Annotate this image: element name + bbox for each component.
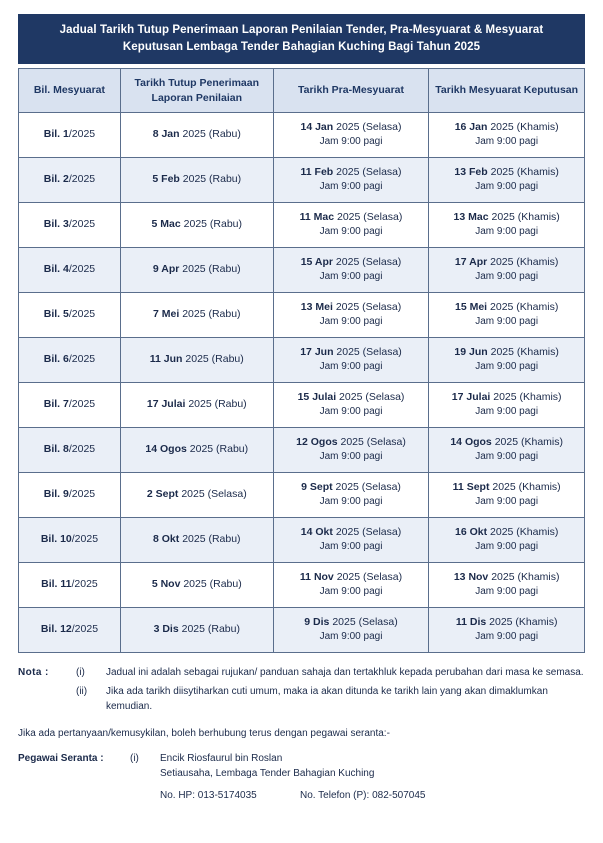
cell-bil: Bil. 6/2025 [19, 337, 121, 382]
document-title-bar [18, 14, 585, 64]
cell-mesyuarat-keputusan: 17 Apr 2025 (Khamis) Jam 9:00 pagi [429, 247, 585, 292]
cell-laporan-penilaian: 5 Mac 2025 (Rabu) [120, 202, 273, 247]
table-head [19, 69, 585, 112]
cell-bil: Bil. 12/2025 [19, 607, 121, 652]
note-number: (ii) [76, 685, 88, 697]
cell-bil: Bil. 3/2025 [19, 202, 121, 247]
notes-label: Nota : [18, 666, 49, 678]
schedule-table [18, 68, 585, 652]
cell-mesyuarat-keputusan: 13 Nov 2025 (Khamis) Jam 9:00 pagi [429, 562, 585, 607]
cell-pra-mesyuarat: 11 Feb 2025 (Selasa) Jam 9:00 pagi [273, 157, 429, 202]
column-header-laporan: Tarikh Tutup Penerimaan Laporan Penilaian [120, 69, 273, 112]
cell-bil: Bil. 10/2025 [19, 517, 121, 562]
title-line-1: Jadual Tarikh Tutup Penerimaan Laporan Penilaian Tender, Pra-Mesyuarat & Mesyuarat [59, 24, 544, 36]
cell-laporan-penilaian: 7 Mei 2025 (Rabu) [120, 292, 273, 337]
note-row [18, 665, 585, 680]
cell-pra-mesyuarat: 14 Okt 2025 (Selasa) Jam 9:00 pagi [273, 517, 429, 562]
table-row [19, 382, 585, 427]
cell-pra-mesyuarat: 11 Nov 2025 (Selasa) Jam 9:00 pagi [273, 562, 429, 607]
table-row [19, 157, 585, 202]
cell-pra-mesyuarat: 17 Jun 2025 (Selasa) Jam 9:00 pagi [273, 337, 429, 382]
table-row [19, 247, 585, 292]
title-line-2: Keputusan Lembaga Tender Bahagian Kuching Bagi Tahun 2025 [122, 40, 481, 53]
cell-bil: Bil. 1/2025 [19, 112, 121, 157]
cell-pra-mesyuarat: 12 Ogos 2025 (Selasa) Jam 9:00 pagi [273, 427, 429, 472]
cell-mesyuarat-keputusan: 16 Jan 2025 (Khamis) Jam 9:00 pagi [429, 112, 585, 157]
officer-hp: No. HP: 013-5174035 [160, 789, 257, 801]
cell-mesyuarat-keputusan: 16 Okt 2025 (Khamis) Jam 9:00 pagi [429, 517, 585, 562]
note-row [18, 684, 585, 714]
column-header-bil: Bil. Mesyuarat [19, 69, 121, 112]
cell-pra-mesyuarat: 14 Jan 2025 (Selasa) Jam 9:00 pagi [273, 112, 429, 157]
notes-block [18, 665, 585, 714]
officer-name: Encik Riosfaurul bin Roslan [160, 752, 283, 764]
table-row [19, 472, 585, 517]
officer-contact-row [160, 788, 585, 804]
cell-laporan-penilaian: 5 Feb 2025 (Rabu) [120, 157, 273, 202]
officer-row [18, 751, 585, 804]
table-row [19, 112, 585, 157]
cell-pra-mesyuarat: 9 Sept 2025 (Selasa) Jam 9:00 pagi [273, 472, 429, 517]
cell-bil: Bil. 7/2025 [19, 382, 121, 427]
cell-pra-mesyuarat: 15 Apr 2025 (Selasa) Jam 9:00 pagi [273, 247, 429, 292]
table-row [19, 562, 585, 607]
column-header-pra-mesyuarat: Tarikh Pra-Mesyuarat [273, 69, 429, 112]
cell-mesyuarat-keputusan: 14 Ogos 2025 (Khamis) Jam 9:00 pagi [429, 427, 585, 472]
table-header-row [19, 69, 585, 112]
cell-mesyuarat-keputusan: 11 Sept 2025 (Khamis) Jam 9:00 pagi [429, 472, 585, 517]
cell-laporan-penilaian: 8 Jan 2025 (Rabu) [120, 112, 273, 157]
note-text: Jika ada tarikh diisytiharkan cuti umum, maka ia akan ditunda ke tarikh lain yang akan dimaklumkan kemudian. [106, 685, 548, 712]
cell-mesyuarat-keputusan: 13 Mac 2025 (Khamis) Jam 9:00 pagi [429, 202, 585, 247]
cell-laporan-penilaian: 17 Julai 2025 (Rabu) [120, 382, 273, 427]
cell-laporan-penilaian: 5 Nov 2025 (Rabu) [120, 562, 273, 607]
cell-mesyuarat-keputusan: 19 Jun 2025 (Khamis) Jam 9:00 pagi [429, 337, 585, 382]
cell-laporan-penilaian: 14 Ogos 2025 (Rabu) [120, 427, 273, 472]
officer-details [160, 751, 585, 804]
officer-number: (i) [130, 752, 139, 764]
table-body [19, 112, 585, 652]
query-line: Jika ada pertanyaan/kemusykilan, boleh berhubung terus dengan pegawai seranta:- [18, 727, 390, 739]
cell-mesyuarat-keputusan: 17 Julai 2025 (Khamis) Jam 9:00 pagi [429, 382, 585, 427]
cell-laporan-penilaian: 9 Apr 2025 (Rabu) [120, 247, 273, 292]
officer-position: Setiausaha, Lembaga Tender Bahagian Kuching [160, 768, 375, 780]
table-row [19, 517, 585, 562]
cell-pra-mesyuarat: 9 Dis 2025 (Selasa) Jam 9:00 pagi [273, 607, 429, 652]
officer-label: Pegawai Seranta : [18, 752, 104, 764]
cell-mesyuarat-keputusan: 13 Feb 2025 (Khamis) Jam 9:00 pagi [429, 157, 585, 202]
cell-pra-mesyuarat: 13 Mei 2025 (Selasa) Jam 9:00 pagi [273, 292, 429, 337]
cell-bil: Bil. 9/2025 [19, 472, 121, 517]
note-text: Jadual ini adalah sebagai rujukan/ panduan sahaja dan tertakhluk kepada perubahan dari masa ke semasa. [106, 666, 584, 678]
cell-bil: Bil. 11/2025 [19, 562, 121, 607]
note-number: (i) [76, 666, 85, 678]
cell-bil: Bil. 2/2025 [19, 157, 121, 202]
table-row [19, 337, 585, 382]
officer-block [18, 751, 585, 804]
table-row [19, 427, 585, 472]
officer-tel: No. Telefon (P): 082-507045 [300, 789, 426, 801]
column-header-mesyuarat-keputusan: Tarikh Mesyuarat Keputusan [429, 69, 585, 112]
table-row [19, 292, 585, 337]
table-row [19, 202, 585, 247]
cell-bil: Bil. 8/2025 [19, 427, 121, 472]
cell-pra-mesyuarat: 11 Mac 2025 (Selasa) Jam 9:00 pagi [273, 202, 429, 247]
cell-laporan-penilaian: 3 Dis 2025 (Rabu) [120, 607, 273, 652]
cell-pra-mesyuarat: 15 Julai 2025 (Selasa) Jam 9:00 pagi [273, 382, 429, 427]
cell-laporan-penilaian: 8 Okt 2025 (Rabu) [120, 517, 273, 562]
cell-bil: Bil. 5/2025 [19, 292, 121, 337]
cell-mesyuarat-keputusan: 11 Dis 2025 (Khamis) Jam 9:00 pagi [429, 607, 585, 652]
table-row [19, 607, 585, 652]
cell-laporan-penilaian: 11 Jun 2025 (Rabu) [120, 337, 273, 382]
cell-bil: Bil. 4/2025 [19, 247, 121, 292]
cell-laporan-penilaian: 2 Sept 2025 (Selasa) [120, 472, 273, 517]
cell-mesyuarat-keputusan: 15 Mei 2025 (Khamis) Jam 9:00 pagi [429, 292, 585, 337]
